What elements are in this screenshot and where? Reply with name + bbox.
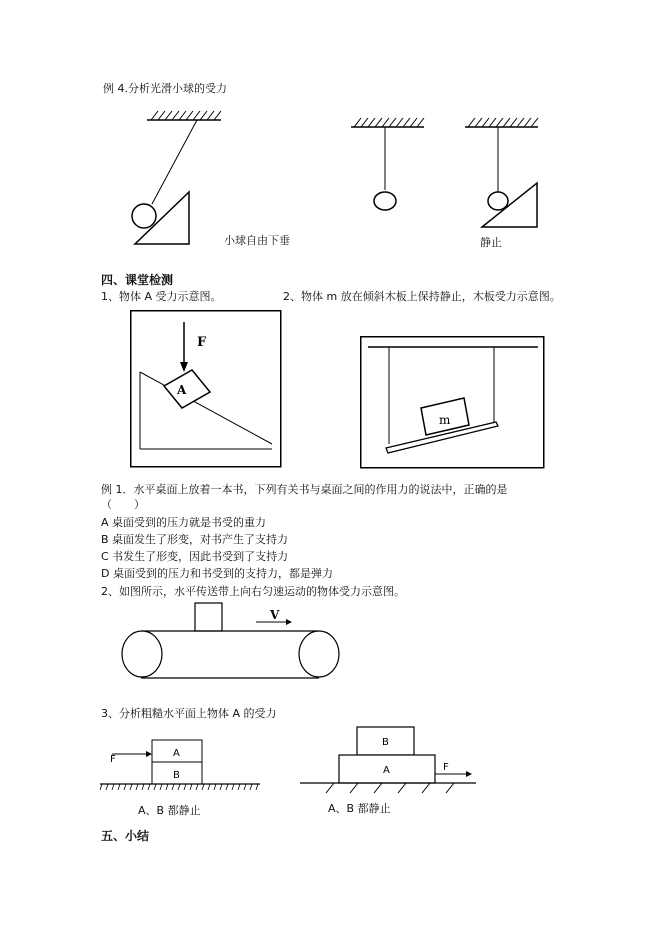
section5-heading: 五、小结 <box>101 829 150 843</box>
right-top-block-label: B <box>382 737 389 748</box>
figure-ball-hanging-on-incline <box>460 115 545 235</box>
right-caption: A、B 都静止 <box>328 802 391 815</box>
left-top-block-label: A <box>173 748 180 759</box>
velocity-label: V <box>270 608 280 622</box>
option-d: D 桌面受到的压力和书受到的支持力，都是弹力 <box>101 567 333 580</box>
figure-stacked-blocks-right <box>300 725 480 795</box>
section4-heading: 四、课堂检测 <box>101 273 174 287</box>
caption-free-fall: 小球自由下垂 <box>224 234 290 247</box>
block-label-m: m <box>439 413 451 427</box>
option-a: A 桌面受到的压力就是书受的重力 <box>101 516 267 529</box>
option-b: B 桌面发生了形变，对书产生了支持力 <box>101 533 289 546</box>
question3-text: 3、分析粗糙水平面上物体 A 的受力 <box>101 707 277 720</box>
left-caption: A、B 都静止 <box>138 804 201 817</box>
conveyor-question-text: 2、如图所示，水平传送带上向右匀速运动的物体受力示意图。 <box>101 585 405 598</box>
right-bottom-block-label: A <box>383 765 390 776</box>
figure-hanging-board <box>360 336 545 469</box>
block-label-a: A <box>177 383 187 397</box>
figure-block-on-incline <box>130 310 282 468</box>
right-force-label: F <box>443 762 449 773</box>
example1-paren: （ ） <box>101 498 145 511</box>
force-label-f: F <box>197 335 207 350</box>
question1-text: 1、物体 A 受力示意图。 <box>101 290 222 303</box>
left-bottom-block-label: B <box>173 770 180 781</box>
question2-text: 2、物体 m 放在倾斜木板上保持静止，木板受力示意图。 <box>283 290 561 303</box>
figure-stacked-blocks-left <box>100 736 260 794</box>
left-force-label: F <box>110 754 116 765</box>
figure-ball-on-incline-hanging <box>125 108 225 248</box>
example4-title: 例 4.分析光滑小球的受力 <box>103 82 227 95</box>
caption-static: 静止 <box>480 236 502 249</box>
figure-ball-hanging <box>348 115 428 215</box>
example1-stem: 例 1．水平桌面上放着一本书，下列有关书与桌面之间的作用力的说法中，正确的是 <box>101 483 508 496</box>
figure-conveyor-belt <box>118 600 348 682</box>
option-c: C 书发生了形变，因此书受到了支持力 <box>101 550 289 563</box>
